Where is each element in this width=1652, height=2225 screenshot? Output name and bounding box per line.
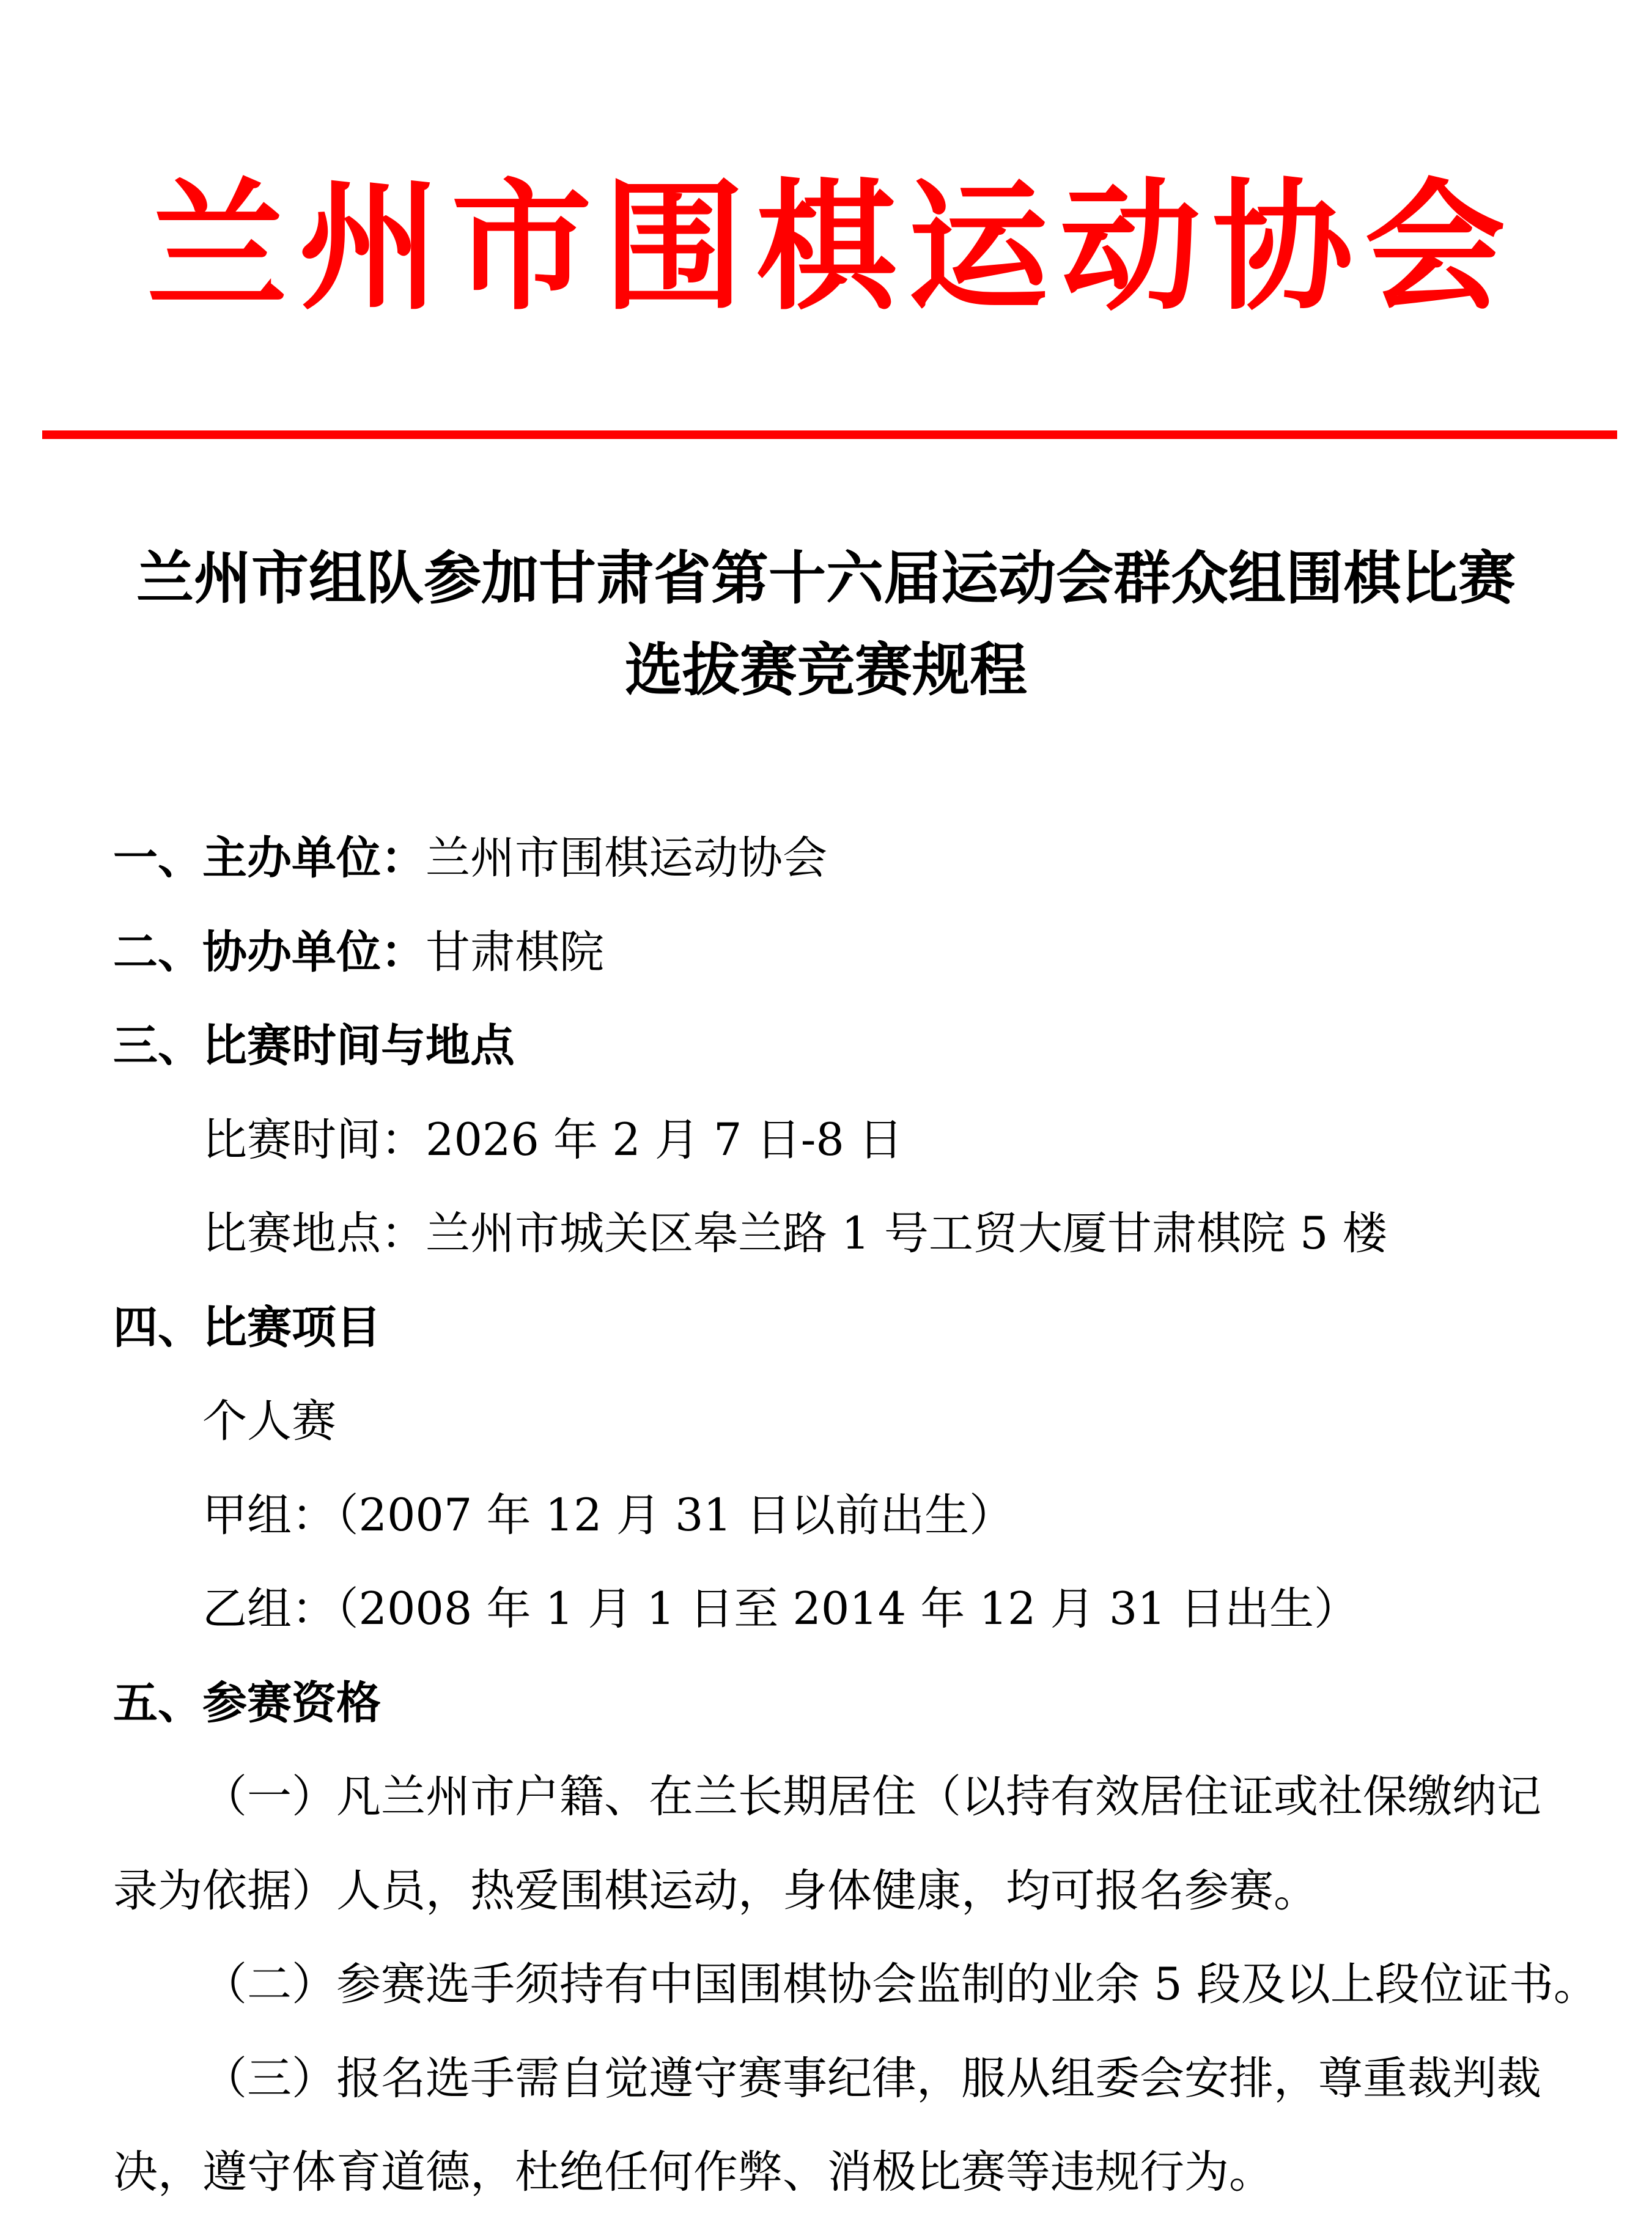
document-title-line-1: 兰州市组队参加甘肃省第十六届运动会群众组围棋比赛 xyxy=(136,545,1516,612)
eligibility-item-3-line-1: （三）报名选手需自觉遵守赛事纪律，服从组委会安排，尊重裁判裁 xyxy=(202,2052,1541,2105)
match-time: 比赛时间：2026 年 2 月 7 日-8 日 xyxy=(202,1113,904,1166)
events-heading: 四、比赛项目 xyxy=(113,1301,381,1354)
co-organizer-value: 甘肃棋院 xyxy=(426,926,604,978)
organizer-value: 兰州市围棋运动协会 xyxy=(426,832,827,884)
match-venue: 比赛地点：兰州市城关区皋兰路 1 号工贸大厦甘肃棋院 5 楼 xyxy=(202,1208,1387,1260)
letterhead-divider xyxy=(42,430,1617,439)
co-organizer-line xyxy=(113,906,1580,1000)
eligibility-heading: 五、参赛资格 xyxy=(113,1677,381,1729)
co-organizer-label: 二、协办单位： xyxy=(113,926,426,978)
letterhead-org-name: 兰州市围棋运动协会 xyxy=(146,164,1517,330)
group-b: 乙组：（2008 年 1 月 1 日至 2014 年 12 月 31 日出生） xyxy=(202,1583,1359,1635)
eligibility-item-1-line-1: （一）凡兰州市户籍、在兰长期居住（以持有效居住证或社保缴纳记 xyxy=(202,1771,1541,1823)
eligibility-item-3-line-2: 决，遵守体育道德，杜绝任何作弊、消极比赛等违规行为。 xyxy=(113,2146,1274,2198)
organizer-line xyxy=(113,811,1580,906)
time-place-heading: 三、比赛时间与地点 xyxy=(113,1020,515,1072)
group-a: 甲组：（2007 年 12 月 31 日以前出生） xyxy=(202,1489,1014,1541)
document-title xyxy=(0,533,1652,717)
organizer-label: 一、主办单位： xyxy=(113,832,426,884)
document-title-line-2: 选拔赛竞赛规程 xyxy=(624,637,1027,704)
document-body xyxy=(113,811,1598,2219)
event-type: 个人赛 xyxy=(202,1395,336,1447)
eligibility-item-2: （二）参赛选手须持有中国围棋协会监制的业余 5 段及以上段位证书。 xyxy=(202,1958,1598,2010)
eligibility-item-1-line-2: 录为依据）人员，热爱围棋运动，身体健康，均可报名参赛。 xyxy=(113,1864,1318,1917)
